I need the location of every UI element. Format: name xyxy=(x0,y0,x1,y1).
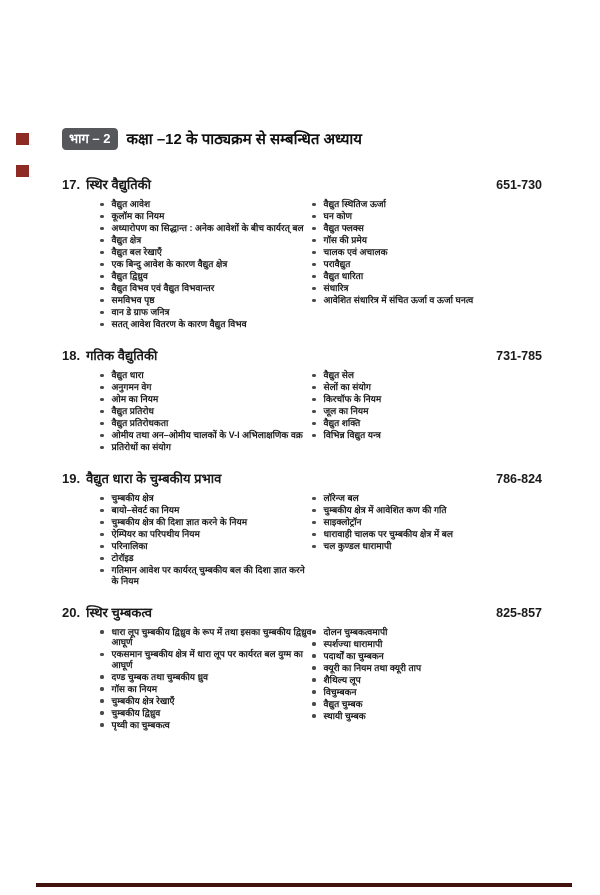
toc-column xyxy=(312,493,560,553)
toc-item xyxy=(312,529,560,540)
toc-item xyxy=(312,430,560,441)
toc-item-label: वैद्युत चुम्बक xyxy=(323,698,363,709)
toc-item xyxy=(100,529,312,540)
toc-item-label: संधारित्र xyxy=(323,283,349,293)
bullet-icon xyxy=(100,569,104,573)
toc-item xyxy=(312,493,560,504)
chapter-page-range: 651-730 xyxy=(496,178,542,192)
toc-item-label: टोरॉइड xyxy=(111,553,134,563)
bullet-icon xyxy=(100,434,104,438)
toc-item xyxy=(312,687,560,698)
bullet-icon xyxy=(100,545,104,549)
toc-item-label: बायो–सेवर्ट का नियम xyxy=(111,505,180,515)
toc-item-label: परावैद्युत xyxy=(323,259,351,269)
bullet-icon xyxy=(312,275,316,279)
toc-item-label: आवेशित संधारित्र में संचित ऊर्जा व ऊर्जा घनत्व xyxy=(323,295,474,305)
toc-item xyxy=(100,199,312,210)
toc-item-label: अनुगमन वेग xyxy=(111,382,152,392)
toc-item xyxy=(100,430,312,441)
toc-item-label: प्रतिरोधों का संयोग xyxy=(111,442,171,452)
chapter-section xyxy=(0,603,600,732)
toc-item-label: गॉस का नियम xyxy=(111,683,158,694)
toc-item xyxy=(312,247,560,258)
print-mark-bottom xyxy=(16,165,29,177)
bullet-icon xyxy=(312,386,316,390)
bullet-icon xyxy=(100,287,104,291)
bullet-icon xyxy=(312,714,316,718)
toc-item-label: घन कोण xyxy=(323,211,353,221)
toc-item-label: एकसमान चुम्बकीय क्षेत्र में धारा लूप पर कार्यरत बल युग्म का आघूर्ण xyxy=(111,649,304,670)
toc-item xyxy=(312,370,560,381)
chapter-page-range: 825-857 xyxy=(496,605,542,620)
bullet-icon xyxy=(100,239,104,243)
bullet-icon xyxy=(312,690,316,694)
toc-item xyxy=(312,235,560,246)
chapter-section xyxy=(0,175,600,331)
toc-item-label: जूल का नियम xyxy=(323,406,369,416)
bullet-icon xyxy=(312,299,316,303)
bullet-icon xyxy=(312,227,316,231)
toc-item-label: ओमीय तथा अन–ओमीय चालकों के V-I अभिलाक्षणिक वक्र xyxy=(111,430,303,440)
toc-item xyxy=(312,418,560,429)
toc-item xyxy=(312,627,560,638)
toc-item-label: गॉस की प्रमेय xyxy=(323,235,367,245)
toc-item-label: ओम का नियम xyxy=(111,394,159,404)
chapter-number: 20. xyxy=(62,604,81,620)
bullet-icon xyxy=(312,287,316,291)
toc-item xyxy=(312,505,560,516)
bullet-icon xyxy=(100,675,104,679)
bullet-icon xyxy=(100,323,104,327)
toc-item-label: विभिन्न विद्युत यन्त्र xyxy=(323,430,381,440)
toc-item-label: चुम्बकीय क्षेत्र में आवेशित कण की गति xyxy=(323,505,447,515)
toc-item xyxy=(312,517,560,528)
toc-item xyxy=(100,307,312,318)
chapter-page-range: 731-785 xyxy=(496,349,542,363)
bullet-icon xyxy=(100,275,104,279)
toc-column xyxy=(312,627,560,723)
toc-item xyxy=(312,394,560,405)
toc-item-label: वान डे ग्राफ जनित्र xyxy=(111,307,170,317)
toc-item xyxy=(312,382,560,393)
toc-item-label: वैद्युत धारिता xyxy=(323,271,364,281)
toc-item xyxy=(312,639,560,650)
bullet-icon xyxy=(100,497,104,501)
toc-item-label: पृथ्वी का चुम्बकत्व xyxy=(111,719,170,730)
bullet-icon xyxy=(100,215,104,219)
topic-columns xyxy=(100,199,560,331)
topic-columns xyxy=(100,627,560,732)
toc-column xyxy=(100,493,312,588)
bullet-icon xyxy=(312,497,316,501)
toc-item-label: वैद्युत प्रतिरोध xyxy=(111,406,154,416)
chapter-number: 19. xyxy=(62,471,81,486)
toc-item xyxy=(100,696,312,707)
toc-item xyxy=(100,517,312,528)
bullet-icon xyxy=(100,203,104,207)
toc-item-label: अध्यारोपण का सिद्धान्त : अनेक आवेशों के बीच कार्यरत् बल xyxy=(111,223,304,233)
chapter-title: गतिक वैद्युतिकी xyxy=(86,348,158,363)
toc-item-label: वैद्युत बल रेखाएँ xyxy=(111,247,162,257)
part-badge: भाग – 2 xyxy=(62,128,118,150)
bullet-icon xyxy=(100,410,104,414)
toc-item-label: सतत् आवेश वितरण के कारण वैद्युत विभव xyxy=(111,319,247,329)
bullet-icon xyxy=(312,434,316,438)
toc-column xyxy=(312,370,560,442)
chapter-number: 17. xyxy=(62,177,81,192)
toc-item-label: धारा लूप चुम्बकीय द्विध्रुव के रूप में तथा इसका चुम्बकीय द्विध्रुव आघूर्ण xyxy=(111,626,312,647)
chapter-section xyxy=(0,469,600,588)
toc-item xyxy=(312,295,560,306)
toc-item-label: वैद्युत धारा xyxy=(111,370,144,380)
chapter-title: वैद्युत धारा के चुम्बकीय प्रभाव xyxy=(86,471,222,486)
bullet-icon xyxy=(100,653,104,657)
toc-item xyxy=(100,541,312,552)
bullet-icon xyxy=(312,630,316,634)
toc-item-label: वैद्युत स्थितिज ऊर्जा xyxy=(323,199,386,209)
bullet-icon xyxy=(312,545,316,549)
toc-item xyxy=(100,627,312,648)
toc-item-label: किरचॉफ के नियम xyxy=(323,394,382,404)
toc-item xyxy=(100,493,312,504)
toc-item-label: चुम्बकीय द्विध्रुव xyxy=(111,707,161,718)
toc-item xyxy=(100,684,312,695)
bullet-icon xyxy=(100,630,104,634)
toc-item-label: समविभव पृष्ठ xyxy=(111,295,155,305)
bullet-icon xyxy=(100,723,104,727)
toc-item xyxy=(100,382,312,393)
toc-item-label: सेलों का संयोग xyxy=(323,382,371,392)
footer-rule xyxy=(36,883,572,887)
toc-item xyxy=(100,418,312,429)
toc-item xyxy=(100,649,312,670)
toc-item-label: दण्ड चुम्बक तथा चुम्बकीय ध्रुव xyxy=(111,671,209,682)
toc-item xyxy=(100,505,312,516)
print-mark-top xyxy=(16,133,29,145)
toc-item-label: धारावाही चालक पर चुम्बकीय क्षेत्र में बल xyxy=(323,529,453,539)
toc-item xyxy=(312,211,560,222)
toc-item-label: विचुम्बकन xyxy=(323,686,357,697)
toc-item-label: क्यूरी का नियम तथा क्यूरी ताप xyxy=(323,662,422,673)
toc-item xyxy=(100,271,312,282)
toc-item-label: चल कुण्डल धारामापी xyxy=(323,541,392,551)
bullet-icon xyxy=(312,521,316,525)
bullet-icon xyxy=(100,711,104,715)
toc-item xyxy=(100,295,312,306)
chapter-number: 18. xyxy=(62,348,81,363)
bullet-icon xyxy=(100,699,104,703)
toc-column xyxy=(312,199,560,307)
toc-item xyxy=(100,319,312,330)
toc-item-label: चुम्बकीय क्षेत्र रेखाएँ xyxy=(111,695,175,706)
toc-item xyxy=(100,211,312,222)
bullet-icon xyxy=(312,702,316,706)
toc-item-label: वैद्युत विभव एवं वैद्युत विभवान्तर xyxy=(111,283,215,293)
toc-item-label: स्थायी चुम्बक xyxy=(323,710,366,721)
toc-column xyxy=(100,199,312,331)
toc-item xyxy=(100,720,312,731)
toc-item-label: चालक एवं अचालक xyxy=(323,247,388,257)
toc-item-label: ऐम्पियर का परिपथीय नियम xyxy=(111,529,200,539)
toc-item-label: वैद्युत फ्लक्स xyxy=(323,223,364,233)
bullet-icon xyxy=(312,654,316,658)
toc-item xyxy=(312,406,560,417)
bullet-icon xyxy=(100,227,104,231)
toc-item-label: दोलन चुम्बकत्वमापी xyxy=(323,626,388,637)
toc-item xyxy=(100,370,312,381)
toc-item xyxy=(100,708,312,719)
bullet-icon xyxy=(312,215,316,219)
toc-item xyxy=(312,283,560,294)
bullet-icon xyxy=(312,263,316,267)
toc-item-label: साइक्लोट्रॉन xyxy=(323,517,362,527)
toc-item xyxy=(100,394,312,405)
toc-item xyxy=(100,223,312,234)
bullet-icon xyxy=(100,521,104,525)
bullet-icon xyxy=(100,374,104,378)
toc-item xyxy=(312,271,560,282)
chapter-heading xyxy=(62,346,542,364)
toc-item-label: लॉरेन्ज बल xyxy=(323,493,359,503)
bullet-icon xyxy=(312,666,316,670)
toc-item xyxy=(312,199,560,210)
toc-item-label: वैद्युत शक्ति xyxy=(323,418,361,428)
bullet-icon xyxy=(312,410,316,414)
chapter-title: स्थिर चुम्बकत्व xyxy=(86,604,153,620)
toc-item xyxy=(312,699,560,710)
toc-item xyxy=(100,247,312,258)
toc-item xyxy=(100,672,312,683)
toc-item-label: स्पर्शज्या धारामापी xyxy=(323,638,383,649)
bullet-icon xyxy=(100,422,104,426)
bullet-icon xyxy=(100,557,104,561)
page-header xyxy=(62,128,542,150)
toc-item xyxy=(312,223,560,234)
toc-item xyxy=(312,711,560,722)
bullet-icon xyxy=(100,533,104,537)
chapter-heading xyxy=(62,603,542,621)
toc-item xyxy=(312,259,560,270)
toc-item-label: एक बिन्दु आवेश के कारण वैद्युत क्षेत्र xyxy=(111,259,228,269)
bullet-icon xyxy=(312,203,316,207)
toc-item-label: वैद्युत आवेश xyxy=(111,199,151,209)
toc-item-label: वैद्युत सेल xyxy=(323,370,354,380)
bullet-icon xyxy=(312,533,316,537)
bullet-icon xyxy=(312,251,316,255)
chapter-title: स्थिर वैद्युतिकी xyxy=(86,177,152,192)
toc-item xyxy=(100,283,312,294)
bullet-icon xyxy=(100,687,104,691)
chapter-section xyxy=(0,346,600,454)
toc-item-label: शैथिल्य लूप xyxy=(323,674,361,685)
bullet-icon xyxy=(100,386,104,390)
chapter-list xyxy=(0,175,600,732)
chapter-heading xyxy=(62,175,542,193)
bullet-icon xyxy=(100,446,104,450)
toc-item xyxy=(100,259,312,270)
chapter-heading xyxy=(62,469,542,487)
toc-item-label: वैद्युत द्विध्रुव xyxy=(111,271,148,281)
bullet-icon xyxy=(312,422,316,426)
toc-item xyxy=(312,675,560,686)
bullet-icon xyxy=(100,263,104,267)
chapter-page-range: 786-824 xyxy=(496,472,542,486)
toc-item xyxy=(312,541,560,552)
bullet-icon xyxy=(312,642,316,646)
toc-item-label: चुम्बकीय क्षेत्र की दिशा ज्ञात करने के नियम xyxy=(111,517,248,527)
topic-columns xyxy=(100,493,560,588)
bullet-icon xyxy=(312,678,316,682)
toc-item-label: वैद्युत क्षेत्र xyxy=(111,235,142,245)
bullet-icon xyxy=(100,311,104,315)
bullet-icon xyxy=(312,398,316,402)
toc-item xyxy=(100,235,312,246)
toc-item xyxy=(312,651,560,662)
toc-column xyxy=(100,627,312,732)
toc-item-label: वैद्युत प्रतिरोधकता xyxy=(111,418,169,428)
toc-item-label: पदार्थों का चुम्बकन xyxy=(323,650,384,661)
toc-item xyxy=(100,565,312,586)
topic-columns xyxy=(100,370,560,454)
bullet-icon xyxy=(100,299,104,303)
bullet-icon xyxy=(312,374,316,378)
toc-item-label: गतिमान आवेश पर कार्यरत् चुम्बकीय बल की दिशा ज्ञात करने के नियम xyxy=(111,565,305,586)
toc-item xyxy=(100,406,312,417)
toc-item xyxy=(312,663,560,674)
toc-item xyxy=(100,442,312,453)
page-title: कक्षा –12 के पाठ्यक्रम से सम्बन्धित अध्याय xyxy=(126,131,362,148)
toc-item-label: कूलॉम का नियम xyxy=(111,211,165,221)
bullet-icon xyxy=(312,239,316,243)
toc-item-label: परिनालिका xyxy=(111,541,148,551)
bullet-icon xyxy=(100,398,104,402)
toc-item xyxy=(100,553,312,564)
bullet-icon xyxy=(100,509,104,513)
toc-column xyxy=(100,370,312,454)
bullet-icon xyxy=(312,509,316,513)
toc-item-label: चुम्बकीय क्षेत्र xyxy=(111,493,154,503)
bullet-icon xyxy=(100,251,104,255)
